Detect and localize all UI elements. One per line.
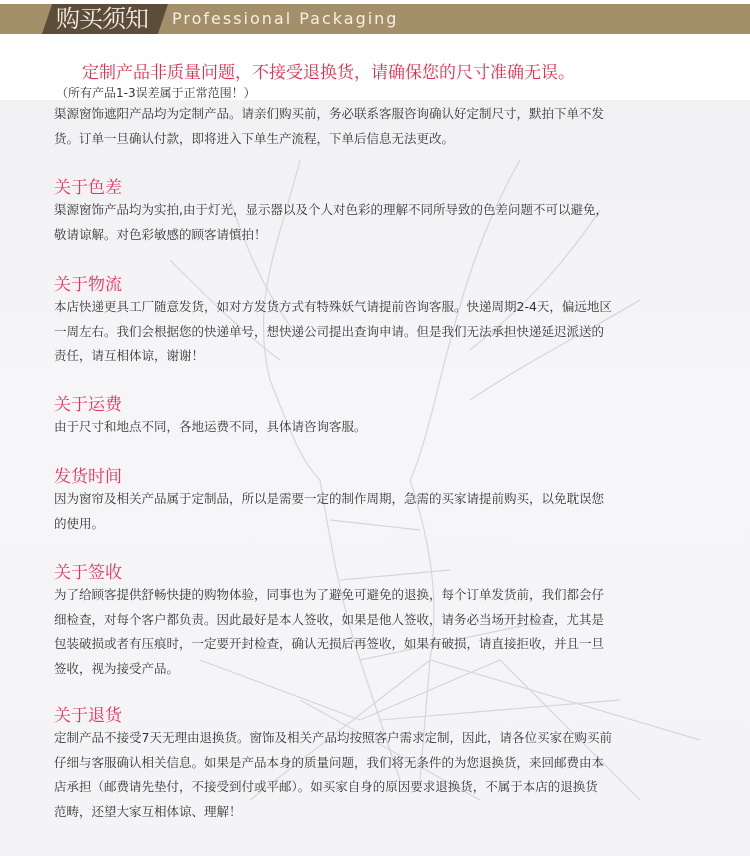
header-banner [0, 4, 750, 34]
notice-text: 定制产品非质量问题，不接受退换货，请确保您的尺寸准确无误。 [82, 63, 575, 83]
section-line: 定制产品不接受7天无理由退换货。窗饰及相关产品均按照客户需求定制，因此，请各位买家在购买前 [54, 730, 612, 745]
section-title: 关于运费 [54, 395, 122, 415]
section-line: 敬请谅解。对色彩敏感的顾客请慎拍！ [54, 226, 267, 242]
section-line: 仔细与客服确认相关信息。如果是产品本身的质量问题，我们将无条件的为您退换货，来回邮费由本 [54, 754, 605, 770]
intro-line: 渠源窗饰遮阳产品均为定制产品。请亲们购买前，务必联系客服咨询确认好定制尺寸，默拍下单不发 [54, 106, 605, 121]
section-title: 关于签收 [54, 563, 122, 583]
section-line: 为了给顾客提供舒畅快捷的购物体验，同事也为了避免可避免的退换，每个订单发货前，我们都会仔 [54, 587, 605, 602]
section-shipping-fee [54, 395, 714, 440]
section-line: 本店快递更具工厂随意发货，如对方发货方式有特殊妖气请提前咨询客服。快递周期2-4天，偏远地区 [54, 299, 612, 314]
section-line: 由于尺寸和地点不同，各地运费不同，具体请咨询客服。 [54, 419, 367, 434]
section-line: 责任，请互相体谅，谢谢！ [54, 348, 205, 363]
section-line: 范畴，还望大家互相体谅、理解！ [54, 803, 242, 819]
section-line: 签收，视为接受产品。 [54, 660, 180, 676]
header-title: 购买须知 [56, 5, 148, 33]
section-line: 店承担（邮费请先垫付，不接受到付或平邮）。如买家自身的原因要求退换货，不属于本店的退换货 [54, 779, 598, 794]
intro-line: 货。订单一旦确认付款，即将进入下单生产流程，下单后信息无法更改。 [54, 130, 455, 146]
tolerance-note: （所有产品1-3误差属于正常范围！） [56, 86, 256, 100]
intro-section [54, 102, 714, 151]
section-color-difference [54, 178, 714, 247]
section-title: 关于物流 [54, 275, 122, 295]
section-returns [54, 706, 714, 824]
section-receipt [54, 563, 714, 681]
section-line: 的使用。 [54, 515, 105, 531]
section-delivery-time [54, 467, 714, 536]
section-line: 渠源窗饰产品均为实拍,由于灯光，显示器以及个人对色彩的理解不同所导致的色差问题不可以避免， [54, 202, 608, 217]
header-subtitle: Professional Packaging [172, 9, 399, 28]
section-line: 一周左右。我们会根据您的快递单号，想快递公司提出查询申请。但是我们无法承担快递延迟派送的 [54, 323, 605, 339]
section-title: 关于色差 [54, 178, 122, 198]
section-title: 发货时间 [54, 467, 122, 487]
section-title: 关于退货 [54, 706, 122, 726]
section-logistics [54, 275, 714, 369]
section-line: 细检查，对每个客户都负责。因此最好是本人签收，如果是他人签收，请务必当场开封检查，尤其是 [54, 611, 605, 627]
section-line: 包装破损或者有压痕时，一定要开封检查，确认无损后再签收，如果有破损，请直接拒收，并且一旦 [54, 636, 605, 651]
section-line: 因为窗帘及相关产品属于定制品，所以是需要一定的制作周期，急需的买家请提前购买，以免耽误您 [54, 491, 605, 506]
